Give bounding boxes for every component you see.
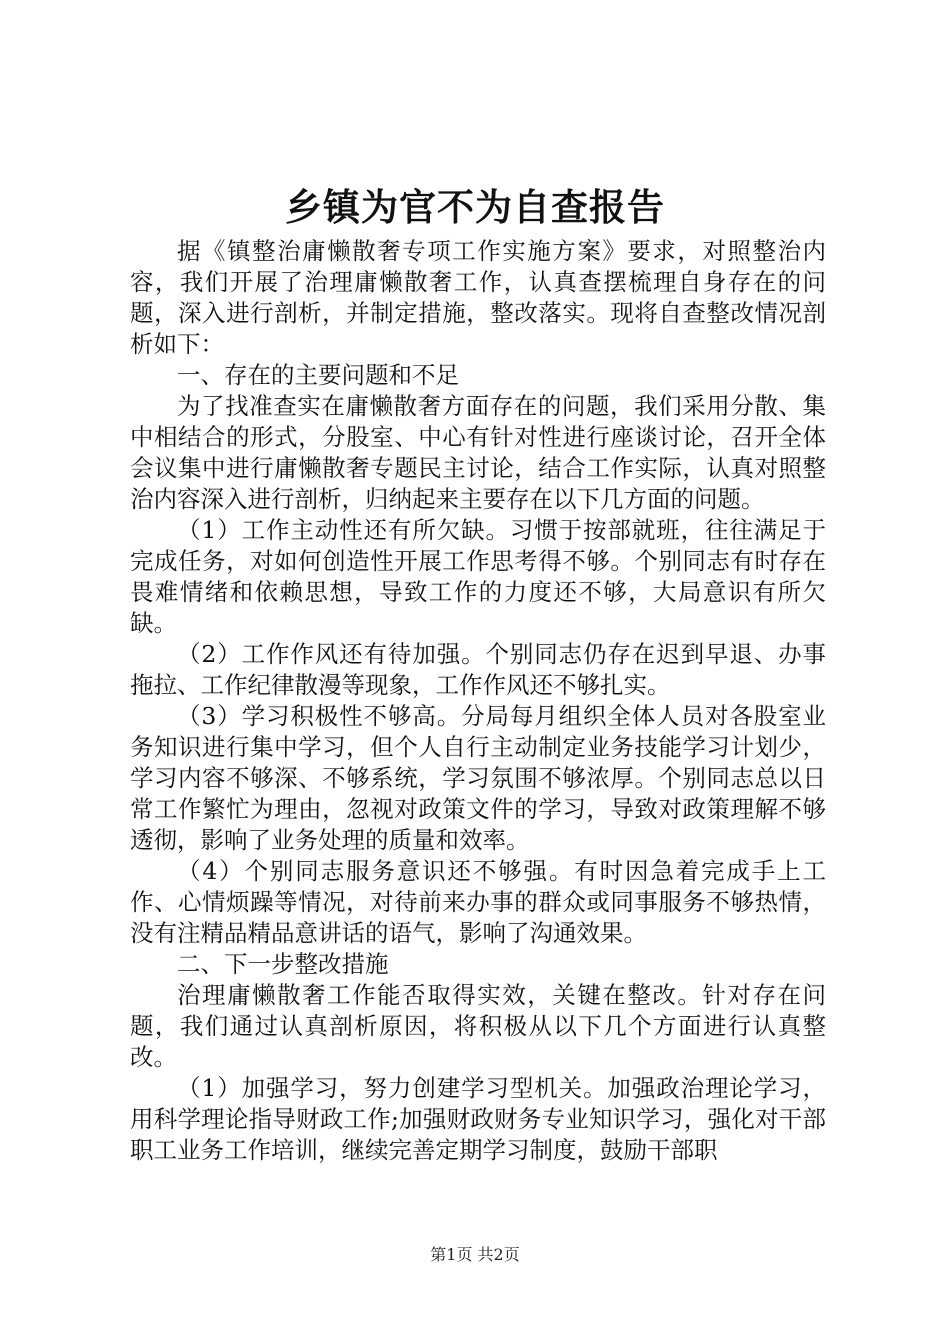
paragraph-problems-overview: 为了找准查实在庸懒散奢方面存在的问题，我们采用分散、集中相结合的形式，分股室、中心有针对性进行座谈讨论，召开全体会议集中进行庸懒散奢专题民主讨论，结合工作实际，认真对照整治内容深入进行剖析，归纳起来主要存在以下几方面的问题。 [130, 392, 826, 513]
page-footer: 第1页 共2页 [430, 1245, 520, 1264]
paragraph-problem-3: （3）学习积极性不够高。分局每月组织全体人员对各股室业务知识进行集中学习，但个人自行主动制定业务技能学习计划少，学习内容不够深、不够系统，学习氛围不够浓厚。个别同志总以日常工作繁忙为理由，忽视对政策文件的学习，导致对政策理解不够透彻，影响了业务处理的质量和效率。 [130, 702, 826, 854]
section-heading-problems: 一、存在的主要问题和不足 [177, 361, 459, 389]
paragraph-measure-1: （1）加强学习，努力创建学习型机关。加强政治理论学习，用科学理论指导财政工作;加强财政财务专业知识学习，强化对干部职工业务工作培训，继续完善定期学习制度，鼓励干部职 [130, 1074, 826, 1164]
document-body [130, 236, 826, 1166]
paragraph-problem-2: （2）工作作风还有待加强。个别同志仍存在迟到早退、办事拖拉、工作纪律散漫等现象，工作作风还不够扎实。 [130, 640, 826, 699]
paragraph-intro: 据《镇整治庸懒散奢专项工作实施方案》要求，对照整治内容，我们开展了治理庸懒散奢工作，认真查摆梳理自身存在的问题，深入进行剖析，并制定措施，整改落实。现将自查整改情况剖析如下： [130, 237, 826, 358]
paragraph-problem-1: （1）工作主动性还有所欠缺。习惯于按部就班，往往满足于完成任务，对如何创造性开展工作思考得不够。个别同志有时存在畏难情绪和依赖思想，导致工作的力度还不够，大局意识有所欠缺。 [130, 516, 826, 637]
paragraph-measures-overview: 治理庸懒散奢工作能否取得实效，关键在整改。针对存在问题，我们通过认真剖析原因，将积极从以下几个方面进行认真整改。 [130, 981, 826, 1071]
paragraph-problem-4: （4）个别同志服务意识还不够强。有时因急着完成手上工作、心情烦躁等情况，对待前来办事的群众或同事服务不够热情，没有注精品精品意讲话的语气，影响了沟通效果。 [130, 857, 826, 947]
section-heading-measures: 二、下一步整改措施 [177, 950, 389, 978]
document-title: 乡镇为官不为自查报告 [285, 186, 665, 229]
